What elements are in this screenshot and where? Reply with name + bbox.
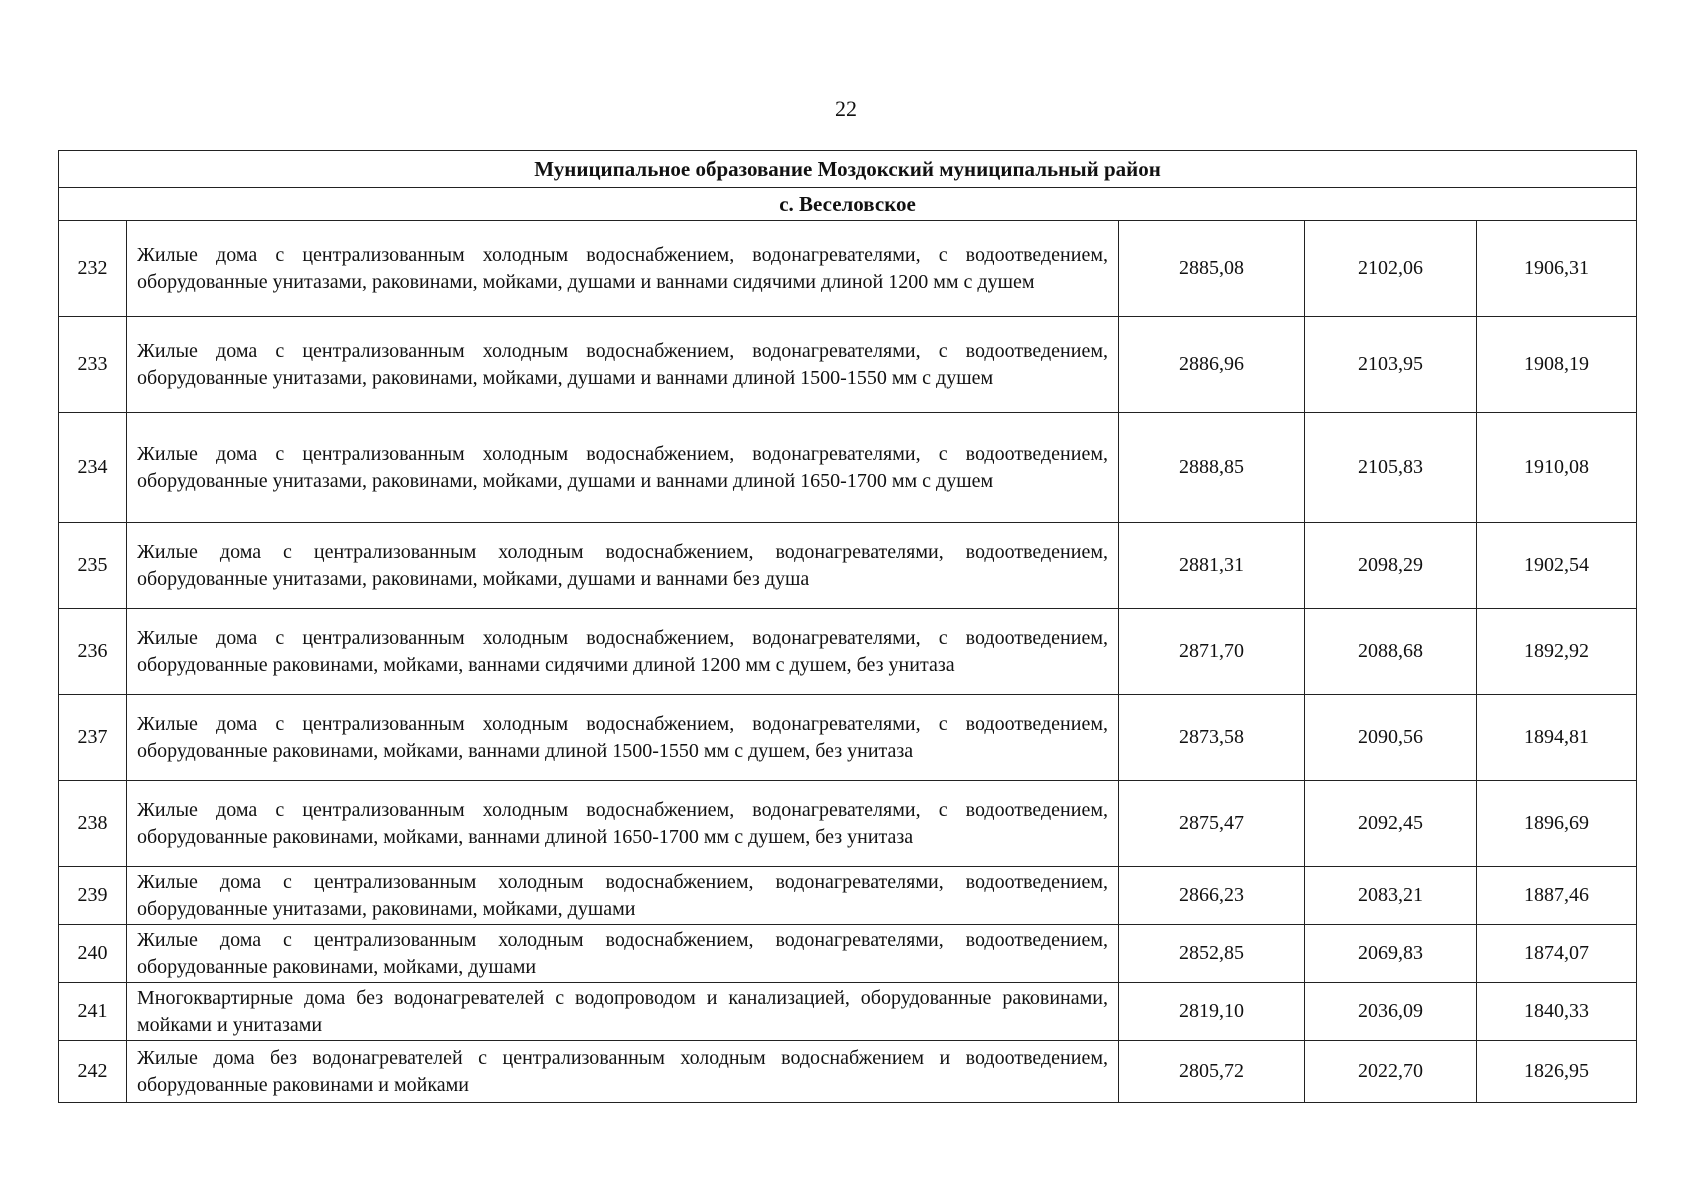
row-number: 235 <box>59 523 127 609</box>
row-value-2: 2092,45 <box>1305 781 1477 867</box>
table-body <box>59 151 1637 1103</box>
row-value-3: 1826,95 <box>1477 1041 1637 1103</box>
municipality-title: Муниципальное образование Моздокский муниципальный район <box>59 151 1637 188</box>
tariff-table <box>58 150 1637 1103</box>
row-value-3: 1910,08 <box>1477 413 1637 523</box>
table-row <box>59 523 1637 609</box>
row-description: Жилые дома с централизованным холодным водоснабжением, водонагревателями, с водоотведением, оборудованные унитазами, раковинами, мойками, душами и ваннами длиной 1650-1700 мм с душем <box>127 413 1119 523</box>
row-value-1: 2805,72 <box>1119 1041 1305 1103</box>
table-row <box>59 609 1637 695</box>
row-value-1: 2866,23 <box>1119 867 1305 925</box>
row-value-1: 2881,31 <box>1119 523 1305 609</box>
row-number: 236 <box>59 609 127 695</box>
table-header-row <box>59 151 1637 188</box>
table-row <box>59 983 1637 1041</box>
row-number: 237 <box>59 695 127 781</box>
row-number: 234 <box>59 413 127 523</box>
row-number: 233 <box>59 317 127 413</box>
row-value-2: 2088,68 <box>1305 609 1477 695</box>
table-row <box>59 695 1637 781</box>
row-value-1: 2875,47 <box>1119 781 1305 867</box>
row-value-3: 1887,46 <box>1477 867 1637 925</box>
row-value-1: 2852,85 <box>1119 925 1305 983</box>
row-value-3: 1874,07 <box>1477 925 1637 983</box>
row-value-2: 2069,83 <box>1305 925 1477 983</box>
row-value-1: 2873,58 <box>1119 695 1305 781</box>
row-value-3: 1906,31 <box>1477 221 1637 317</box>
row-description: Жилые дома с централизованным холодным водоснабжением, водонагревателями, с водоотведением, оборудованные унитазами, раковинами, мойками, душами и ваннами сидячими длиной 1200 мм с душем <box>127 221 1119 317</box>
table-row <box>59 221 1637 317</box>
row-description: Жилые дома с централизованным холодным водоснабжением, водонагревателями, с водоотведением, оборудованные раковинами, мойками, ваннами длиной 1500-1550 мм с душем, без унитаза <box>127 695 1119 781</box>
row-description: Жилые дома с централизованным холодным водоснабжением, водонагревателями, с водоотведением, оборудованные раковинами, мойками, ваннами сидячими длиной 1200 мм с душем, без унитаза <box>127 609 1119 695</box>
row-number: 238 <box>59 781 127 867</box>
row-description: Жилые дома с централизованным холодным водоснабжением, водонагревателями, водоотведением, оборудованные раковинами, мойками, душами <box>127 925 1119 983</box>
row-value-2: 2105,83 <box>1305 413 1477 523</box>
table-row <box>59 925 1637 983</box>
row-value-1: 2886,96 <box>1119 317 1305 413</box>
table-row <box>59 413 1637 523</box>
row-description: Жилые дома с централизованным холодным водоснабжением, водонагревателями, водоотведением, оборудованные унитазами, раковинами, мойками, душами <box>127 867 1119 925</box>
row-value-2: 2102,06 <box>1305 221 1477 317</box>
row-value-2: 2083,21 <box>1305 867 1477 925</box>
page-number: 22 <box>835 96 857 121</box>
row-value-1: 2885,08 <box>1119 221 1305 317</box>
table-subheader-row <box>59 188 1637 221</box>
row-number: 241 <box>59 983 127 1041</box>
row-value-2: 2090,56 <box>1305 695 1477 781</box>
row-value-2: 2022,70 <box>1305 1041 1477 1103</box>
row-value-3: 1896,69 <box>1477 781 1637 867</box>
row-number: 232 <box>59 221 127 317</box>
row-value-2: 2103,95 <box>1305 317 1477 413</box>
row-description: Жилые дома с централизованным холодным водоснабжением, водонагревателями, с водоотведением, оборудованные унитазами, раковинами, мойками, душами и ваннами длиной 1500-1550 мм с душем <box>127 317 1119 413</box>
table-row <box>59 867 1637 925</box>
row-value-2: 2036,09 <box>1305 983 1477 1041</box>
row-description: Жилые дома без водонагревателей с централизованным холодным водоснабжением и водоотведением, оборудованные раковинами и мойками <box>127 1041 1119 1103</box>
table-row <box>59 781 1637 867</box>
row-value-1: 2871,70 <box>1119 609 1305 695</box>
row-value-3: 1902,54 <box>1477 523 1637 609</box>
settlement-title: с. Веселовское <box>59 188 1637 221</box>
row-number: 239 <box>59 867 127 925</box>
row-description: Жилые дома с централизованным холодным водоснабжением, водонагревателями, с водоотведением, оборудованные раковинами, мойками, ваннами длиной 1650-1700 мм с душем, без унитаза <box>127 781 1119 867</box>
row-value-1: 2888,85 <box>1119 413 1305 523</box>
row-value-3: 1840,33 <box>1477 983 1637 1041</box>
row-number: 240 <box>59 925 127 983</box>
table-row <box>59 317 1637 413</box>
table-row <box>59 1041 1637 1103</box>
row-description: Многоквартирные дома без водонагревателей с водопроводом и канализацией, оборудованные раковинами, мойками и унитазами <box>127 983 1119 1041</box>
row-number: 242 <box>59 1041 127 1103</box>
row-description: Жилые дома с централизованным холодным водоснабжением, водонагревателями, водоотведением, оборудованные унитазами, раковинами, мойками, душами и ваннами без душа <box>127 523 1119 609</box>
row-value-3: 1908,19 <box>1477 317 1637 413</box>
row-value-3: 1894,81 <box>1477 695 1637 781</box>
row-value-3: 1892,92 <box>1477 609 1637 695</box>
row-value-1: 2819,10 <box>1119 983 1305 1041</box>
row-value-2: 2098,29 <box>1305 523 1477 609</box>
